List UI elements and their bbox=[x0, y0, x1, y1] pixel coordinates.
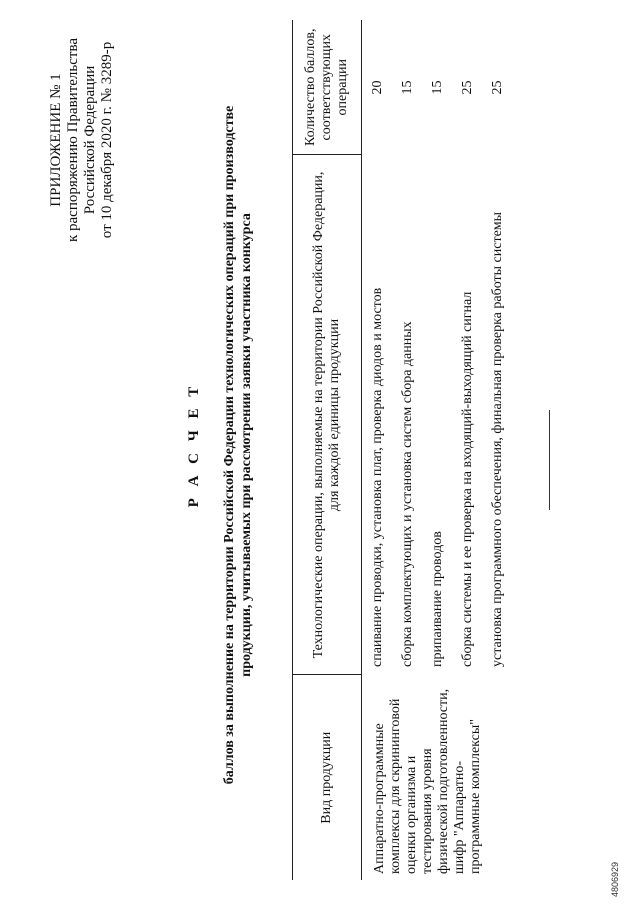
operation-cell: установка программного обеспечения, финальная проверка работы системы bbox=[490, 211, 505, 667]
annex-line-1: ПРИЛОЖЕНИЕ № 1 bbox=[48, 73, 64, 207]
score-table bbox=[292, 20, 506, 880]
score-cell: 25 bbox=[460, 80, 475, 95]
operation-cell: сборка комплектующих и установка систем сбора данных bbox=[400, 321, 415, 667]
annex-line-2: к распоряжению Правительства bbox=[65, 38, 81, 243]
header-operations: Технологические операции, выполняемые на территории Российской Федерации, для каждой единицы продукции bbox=[293, 155, 362, 675]
closing-divider-line bbox=[549, 410, 550, 510]
operation-cell: припаивание проводов bbox=[430, 531, 445, 667]
score-cell: 15 bbox=[430, 80, 445, 95]
score-cell: 20 bbox=[370, 80, 385, 95]
annex-line-3: Российской Федерации bbox=[82, 65, 98, 215]
document-title: Р А С Ч Е Т bbox=[186, 382, 202, 508]
annex-block bbox=[48, 20, 116, 260]
document-subtitle bbox=[221, 65, 255, 825]
subtitle-line-2: продукции, учитываемых при рассмотрении заявки участника конкурса bbox=[239, 213, 254, 677]
operation-cell: сборка системы и ее проверка на входящий-выходящий сигнал bbox=[460, 291, 475, 667]
product-cell: Аппаратно-программные комплексы для скрининговой оценки организма и тестирования уровня физической подготовленности, шифр "Аппаратно-программные комплексы" bbox=[372, 688, 483, 874]
header-score: Количество баллов, соответствующих операции bbox=[293, 20, 362, 155]
table-header-row bbox=[293, 20, 362, 880]
subtitle-line-1: баллов за выполнение на территории Российской Федерации технологических операций при производстве bbox=[222, 105, 237, 785]
operation-cell: спаивание проводки, установка плат, проверка диодов и мостов bbox=[370, 287, 385, 667]
document-id: 4806929 bbox=[610, 861, 620, 897]
score-cell: 25 bbox=[490, 80, 505, 95]
document-heading bbox=[185, 65, 255, 825]
header-product: Вид продукции bbox=[293, 675, 362, 880]
annex-line-4: от 10 декабря 2020 г. № 3289-р bbox=[99, 41, 115, 239]
score-cell: 15 bbox=[400, 80, 415, 95]
table-row bbox=[362, 20, 387, 880]
